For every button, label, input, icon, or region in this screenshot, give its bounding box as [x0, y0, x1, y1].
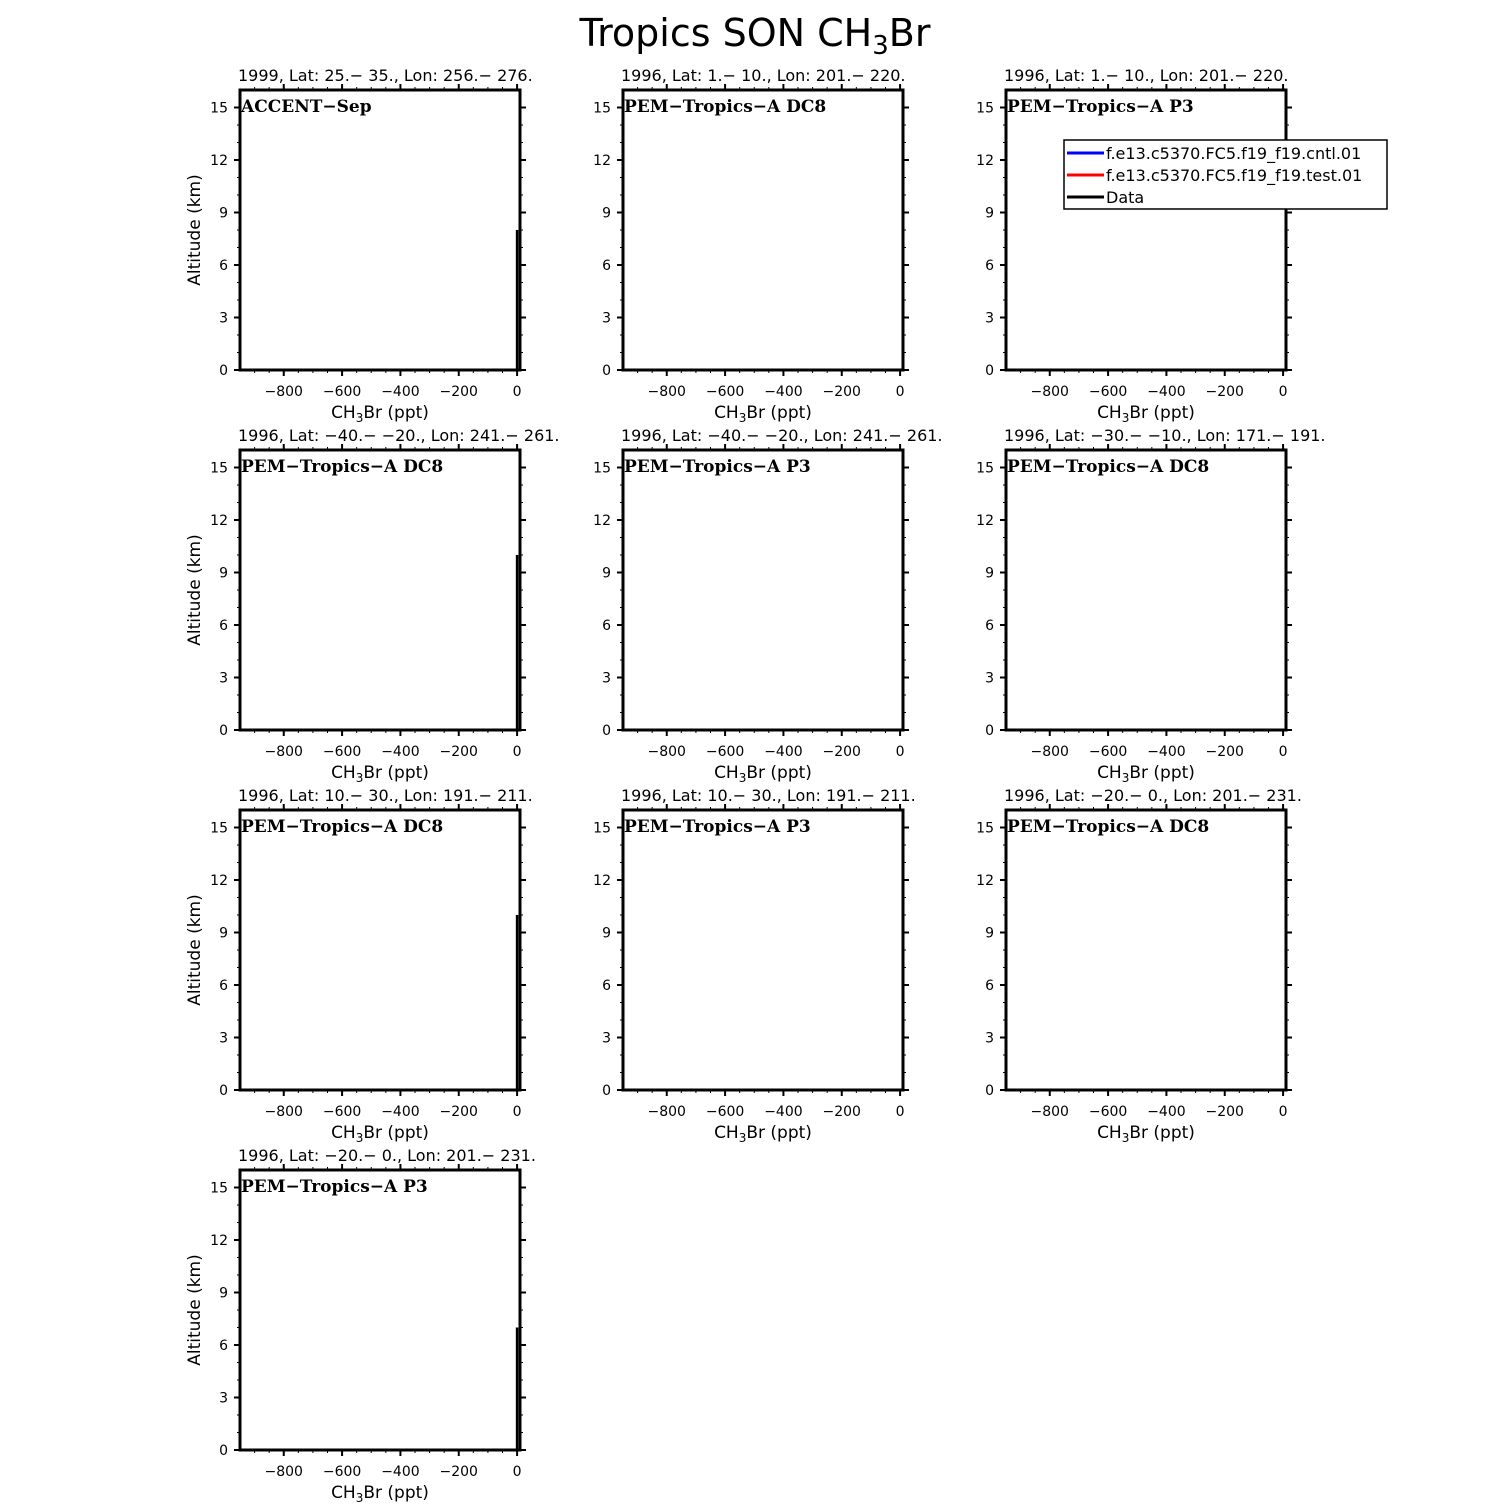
panels	[185, 66, 1387, 1505]
y-tick-label: 9	[985, 925, 994, 942]
x-tick-label: −800	[264, 1464, 303, 1480]
panel-1	[185, 66, 533, 425]
x-axis-label-end: Br (ppt)	[363, 1483, 429, 1503]
x-tick-label: 0	[512, 744, 522, 760]
x-axis-label-main: CH	[331, 1483, 356, 1503]
figure-title	[578, 11, 930, 61]
x-tick-label: −800	[1030, 1104, 1069, 1120]
x-axis-label-main: CH	[714, 1123, 739, 1143]
y-tick-label: 3	[219, 1030, 228, 1047]
y-tick-label: 15	[210, 100, 228, 117]
campaign-label: ACCENT−Sep	[241, 97, 372, 117]
x-tick-label: −400	[381, 1104, 420, 1120]
x-axis-label	[331, 1123, 429, 1145]
panel-5	[593, 426, 942, 785]
x-tick-label: −400	[764, 1104, 803, 1120]
x-tick-label: −200	[822, 1104, 861, 1120]
panel-title: 1996, Lat: −20.− 0., Lon: 201.− 231.	[1004, 786, 1302, 805]
campaign-label: PEM−Tropics−A DC8	[1007, 817, 1210, 837]
x-tick-label: −400	[381, 384, 420, 400]
y-tick-label: 6	[602, 978, 611, 994]
panel-6	[976, 426, 1325, 785]
y-tick-label: 6	[985, 618, 994, 634]
figure-title-subscript: 3	[872, 31, 889, 61]
y-tick-label: 0	[219, 1443, 228, 1459]
x-tick-label: −200	[439, 1104, 478, 1120]
x-tick-label: −200	[439, 384, 478, 400]
y-tick-label: 9	[219, 1285, 228, 1302]
x-tick-label: 0	[512, 1104, 522, 1120]
x-axis-label-subscript: 3	[355, 411, 364, 425]
y-tick-label: 0	[219, 1083, 228, 1099]
x-axis-label-subscript: 3	[355, 1131, 364, 1145]
x-axis-label-main: CH	[714, 403, 739, 423]
y-tick-label: 3	[985, 670, 994, 687]
x-tick-label: −400	[1147, 1104, 1186, 1120]
x-tick-label: −800	[1030, 744, 1069, 760]
x-tick-label: −200	[1205, 1104, 1244, 1120]
x-tick-label: −400	[764, 744, 803, 760]
legend	[1064, 140, 1387, 209]
campaign-label: PEM−Tropics−A DC8	[1007, 457, 1210, 477]
x-tick-label: −800	[264, 744, 303, 760]
y-tick-label: 12	[976, 153, 994, 169]
x-tick-label: −800	[264, 1104, 303, 1120]
x-tick-label: −800	[647, 384, 686, 400]
y-tick-label: 6	[219, 978, 228, 994]
x-tick-label: 0	[1278, 384, 1288, 400]
campaign-label: PEM−Tropics−A P3	[624, 817, 811, 837]
y-tick-label: 12	[593, 513, 611, 529]
x-axis-label-subscript: 3	[1121, 771, 1130, 785]
y-tick-label: 9	[219, 205, 228, 222]
legend-entry-label: f.e13.c5370.FC5.f19_f19.test.01	[1106, 166, 1363, 185]
y-tick-label: 12	[210, 513, 228, 529]
y-tick-label: 15	[593, 460, 611, 477]
x-axis-label-subscript: 3	[1121, 411, 1130, 425]
panel-title: 1996, Lat: −40.− −20., Lon: 241.− 261.	[238, 426, 560, 445]
y-tick-label: 15	[210, 820, 228, 837]
y-tick-label: 12	[593, 873, 611, 889]
y-tick-label: 15	[210, 1180, 228, 1197]
plot-frame	[240, 90, 520, 370]
y-tick-label: 0	[602, 1083, 611, 1099]
figure-title-end: Br	[888, 11, 931, 55]
x-tick-label: −400	[1147, 744, 1186, 760]
x-tick-label: −600	[705, 1104, 745, 1120]
x-tick-label: −600	[322, 744, 362, 760]
y-tick-label: 12	[210, 873, 228, 889]
y-tick-label: 15	[976, 100, 994, 117]
x-axis-label	[714, 763, 812, 785]
y-tick-label: 0	[219, 363, 228, 379]
x-axis-label-subscript: 3	[738, 1131, 747, 1145]
x-tick-label: −200	[822, 384, 861, 400]
x-tick-label: 0	[895, 744, 905, 760]
x-tick-label: 0	[895, 1104, 905, 1120]
plot-frame	[623, 810, 903, 1090]
y-tick-label: 3	[985, 1030, 994, 1047]
x-axis-label-main: CH	[331, 763, 356, 783]
plot-frame	[1006, 810, 1286, 1090]
x-tick-label: −800	[647, 744, 686, 760]
x-tick-label: −600	[1088, 384, 1128, 400]
y-tick-label: 3	[602, 670, 611, 687]
x-tick-label: −600	[705, 384, 745, 400]
y-tick-label: 3	[985, 310, 994, 327]
x-tick-label: −600	[322, 384, 362, 400]
y-tick-label: 15	[210, 460, 228, 477]
y-tick-label: 12	[210, 1233, 228, 1249]
x-axis-label	[1097, 403, 1195, 425]
x-axis-label-main: CH	[331, 403, 356, 423]
y-tick-label: 9	[602, 205, 611, 222]
campaign-label: PEM−Tropics−A P3	[624, 457, 811, 477]
x-tick-label: −200	[1205, 384, 1244, 400]
y-tick-label: 9	[219, 565, 228, 582]
panel-title: 1996, Lat: 10.− 30., Lon: 191.− 211.	[238, 786, 533, 805]
x-tick-label: 0	[512, 1464, 522, 1480]
x-axis-label	[714, 1123, 812, 1145]
panel-4	[185, 426, 560, 785]
x-axis-label	[1097, 1123, 1195, 1145]
plot-frame	[1006, 90, 1286, 370]
y-tick-label: 12	[210, 153, 228, 169]
x-axis-label-main: CH	[714, 763, 739, 783]
y-tick-label: 0	[985, 363, 994, 379]
y-tick-label: 0	[602, 363, 611, 379]
y-tick-label: 3	[219, 310, 228, 327]
panel-title: 1996, Lat: −30.− −10., Lon: 171.− 191.	[1004, 426, 1326, 445]
panel-title: 1996, Lat: −40.− −20., Lon: 241.− 261.	[621, 426, 943, 445]
y-tick-label: 6	[985, 258, 994, 274]
plot-frame	[623, 90, 903, 370]
panel-title: 1999, Lat: 25.− 35., Lon: 256.− 276.	[238, 66, 533, 85]
x-axis-label-subscript: 3	[738, 411, 747, 425]
x-axis-label	[1097, 763, 1195, 785]
y-tick-label: 0	[219, 723, 228, 739]
plot-frame	[240, 1170, 520, 1450]
x-axis-label-subscript: 3	[1121, 1131, 1130, 1145]
x-tick-label: 0	[1278, 744, 1288, 760]
figure-title-main: Tropics SON CH	[579, 11, 873, 55]
x-axis-label-main: CH	[1097, 1123, 1122, 1143]
x-axis-label-end: Br (ppt)	[363, 763, 429, 783]
panel-8	[593, 786, 916, 1145]
panel-7	[185, 786, 533, 1145]
x-tick-label: −200	[439, 1464, 478, 1480]
x-tick-label: −400	[381, 744, 420, 760]
y-tick-label: 12	[976, 873, 994, 889]
y-tick-label: 15	[593, 820, 611, 837]
x-tick-label: −600	[322, 1104, 362, 1120]
y-tick-label: 12	[593, 153, 611, 169]
y-tick-label: 0	[602, 723, 611, 739]
x-tick-label: −200	[1205, 744, 1244, 760]
x-axis-label-main: CH	[331, 1123, 356, 1143]
y-tick-label: 15	[976, 820, 994, 837]
x-tick-label: −800	[1030, 384, 1069, 400]
x-tick-label: −200	[439, 744, 478, 760]
y-tick-label: 15	[976, 460, 994, 477]
panel-title: 1996, Lat: 1.− 10., Lon: 201.− 220.	[621, 66, 906, 85]
x-tick-label: 0	[512, 384, 522, 400]
y-tick-label: 6	[602, 618, 611, 634]
panel-10	[185, 1146, 536, 1505]
plot-frame	[623, 450, 903, 730]
panel-title: 1996, Lat: −20.− 0., Lon: 201.− 231.	[238, 1146, 536, 1165]
y-tick-label: 3	[219, 1390, 228, 1407]
y-tick-label: 6	[985, 978, 994, 994]
x-axis-label	[331, 763, 429, 785]
y-tick-label: 0	[985, 723, 994, 739]
y-tick-label: 12	[976, 513, 994, 529]
x-tick-label: −400	[764, 384, 803, 400]
y-tick-label: 9	[219, 925, 228, 942]
x-axis-label-subscript: 3	[355, 1491, 364, 1505]
y-axis-label: Altitude (km)	[185, 174, 205, 286]
x-tick-label: −400	[381, 1464, 420, 1480]
plot-frame	[1006, 450, 1286, 730]
x-axis-label-end: Br (ppt)	[363, 403, 429, 423]
x-tick-label: 0	[895, 384, 905, 400]
x-axis-label-main: CH	[1097, 403, 1122, 423]
legend-entry-label: f.e13.c5370.FC5.f19_f19.cntl.01	[1106, 144, 1362, 163]
panel-3	[976, 66, 1292, 425]
x-axis-label	[331, 1483, 429, 1505]
y-tick-label: 6	[602, 258, 611, 274]
y-tick-label: 9	[985, 205, 994, 222]
y-tick-label: 0	[985, 1083, 994, 1099]
plot-frame	[240, 810, 520, 1090]
campaign-label: PEM−Tropics−A P3	[241, 1177, 428, 1197]
x-tick-label: −800	[264, 384, 303, 400]
x-axis-label-end: Br (ppt)	[746, 403, 812, 423]
campaign-label: PEM−Tropics−A DC8	[241, 817, 444, 837]
campaign-label: PEM−Tropics−A P3	[1007, 97, 1194, 117]
x-axis-label-end: Br (ppt)	[1129, 403, 1195, 423]
y-tick-label: 15	[593, 100, 611, 117]
legend-entry-label: Data	[1106, 188, 1145, 207]
y-tick-label: 9	[602, 565, 611, 582]
x-axis-label-end: Br (ppt)	[1129, 763, 1195, 783]
y-tick-label: 3	[602, 310, 611, 327]
plot-frame	[240, 450, 520, 730]
panel-9	[976, 786, 1302, 1145]
y-tick-label: 6	[219, 1338, 228, 1354]
x-axis-label-end: Br (ppt)	[746, 1123, 812, 1143]
x-axis-label	[714, 403, 812, 425]
panel-2	[593, 66, 909, 425]
y-tick-label: 3	[602, 1030, 611, 1047]
x-tick-label: −800	[647, 1104, 686, 1120]
x-axis-label-end: Br (ppt)	[1129, 1123, 1195, 1143]
y-axis-label: Altitude (km)	[185, 1254, 205, 1366]
y-tick-label: 6	[219, 618, 228, 634]
x-tick-label: −200	[822, 744, 861, 760]
x-tick-label: −400	[1147, 384, 1186, 400]
campaign-label: PEM−Tropics−A DC8	[241, 457, 444, 477]
x-tick-label: −600	[1088, 744, 1128, 760]
panel-title: 1996, Lat: 1.− 10., Lon: 201.− 220.	[1004, 66, 1289, 85]
panel-title: 1996, Lat: 10.− 30., Lon: 191.− 211.	[621, 786, 916, 805]
x-axis-label-main: CH	[1097, 763, 1122, 783]
x-tick-label: −600	[322, 1464, 362, 1480]
y-tick-label: 3	[219, 670, 228, 687]
y-tick-label: 9	[985, 565, 994, 582]
y-axis-label: Altitude (km)	[185, 894, 205, 1006]
y-tick-label: 6	[219, 258, 228, 274]
x-axis-label-end: Br (ppt)	[746, 763, 812, 783]
y-axis-label: Altitude (km)	[185, 534, 205, 646]
x-tick-label: 0	[1278, 1104, 1288, 1120]
x-axis-label-subscript: 3	[738, 771, 747, 785]
x-axis-label	[331, 403, 429, 425]
x-tick-label: −600	[705, 744, 745, 760]
x-axis-label-subscript: 3	[355, 771, 364, 785]
y-tick-label: 9	[602, 925, 611, 942]
campaign-label: PEM−Tropics−A DC8	[624, 97, 827, 117]
x-axis-label-end: Br (ppt)	[363, 1123, 429, 1143]
x-tick-label: −600	[1088, 1104, 1128, 1120]
